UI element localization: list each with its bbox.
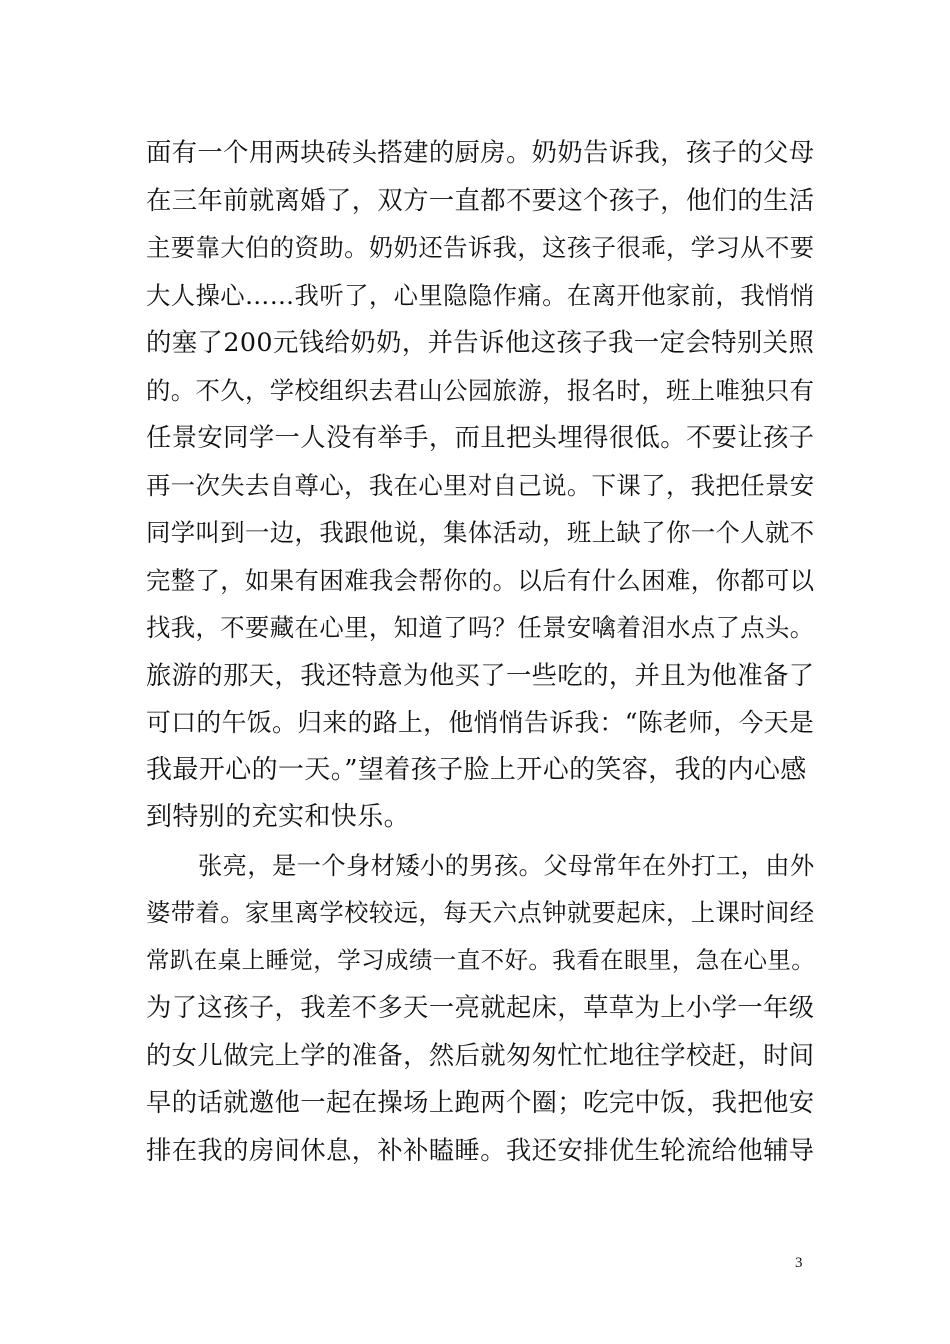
text-line: 在三年前就离婚了，双方一直都不要这个孩子，他们的生活: [146, 184, 815, 215]
text-line: 再一次失去自尊心，我在心里对自己说。下课了，我把任景安: [146, 470, 815, 500]
text-line: 可口的午饭。归来的路上，他悄悄告诉我：“陈老师，今天是: [146, 708, 815, 737]
text-line: 我最开心的一天。”望着孩子脸上开心的笑容，我的内心感: [146, 754, 807, 785]
text-line: 早的话就邀他一起在操场上跑两个圈；吃完中饭，我把他安: [146, 1087, 815, 1117]
text-line: 到特别的充实和快乐。: [146, 802, 411, 832]
paragraph-start-line: 张亮，是一个身材矮小的男孩。父母常年在外打工，由外: [198, 850, 815, 880]
text-line: 旅游的那天，我还特意为他买了一些吃的，并且为他准备了: [146, 659, 815, 690]
text-line: 完整了，如果有困难我会帮你的。以后有什么困难，你都可以: [146, 565, 815, 595]
page-number: 3: [795, 1255, 803, 1271]
text-line: 的。不久，学校组织去君山公园旅游，报名时，班上唯独只有: [146, 375, 815, 405]
text-line: 常趴在桌上睡觉，学习成绩一直不好。我看在眼里，急在心里。: [146, 945, 816, 974]
text-line: 同学叫到一边，我跟他说，集体活动，班上缺了你一个人就不: [146, 518, 815, 547]
text-line: 大人操心……我听了，心里隐隐作痛。在离开他家前，我悄悄: [146, 280, 815, 310]
text-line: 的女儿做完上学的准备，然后就匆匆忙忙地往学校赶，时间: [146, 1039, 815, 1070]
text-line: 排在我的房间休息，补补瞌睡。我还安排优生轮流给他辅导: [146, 1134, 815, 1165]
text-line: 婆带着。家里离学校较远，每天六点钟就要起床，上课时间经: [146, 898, 815, 927]
text-line: 的塞了200元钱给奶奶，并告诉他这孩子我一定会特别关照: [146, 327, 815, 357]
text-line: 面有一个用两块砖头搭建的厨房。奶奶告诉我，孩子的父母: [146, 137, 815, 167]
text-line: 为了这孩子，我差不多天一亮就起床，草草为上小学一年级: [146, 992, 815, 1022]
body-text: [146, 129, 814, 1174]
text-line: 主要靠大伯的资助。奶奶还告诉我，这孩子很乖，学习从不要: [146, 233, 815, 262]
text-line: 找我，不要藏在心里，知道了吗？任景安噙着泪水点了点头。: [146, 613, 815, 642]
text-line: 任景安同学一人没有举手，而且把头埋得很低。不要让孩子: [146, 422, 815, 452]
